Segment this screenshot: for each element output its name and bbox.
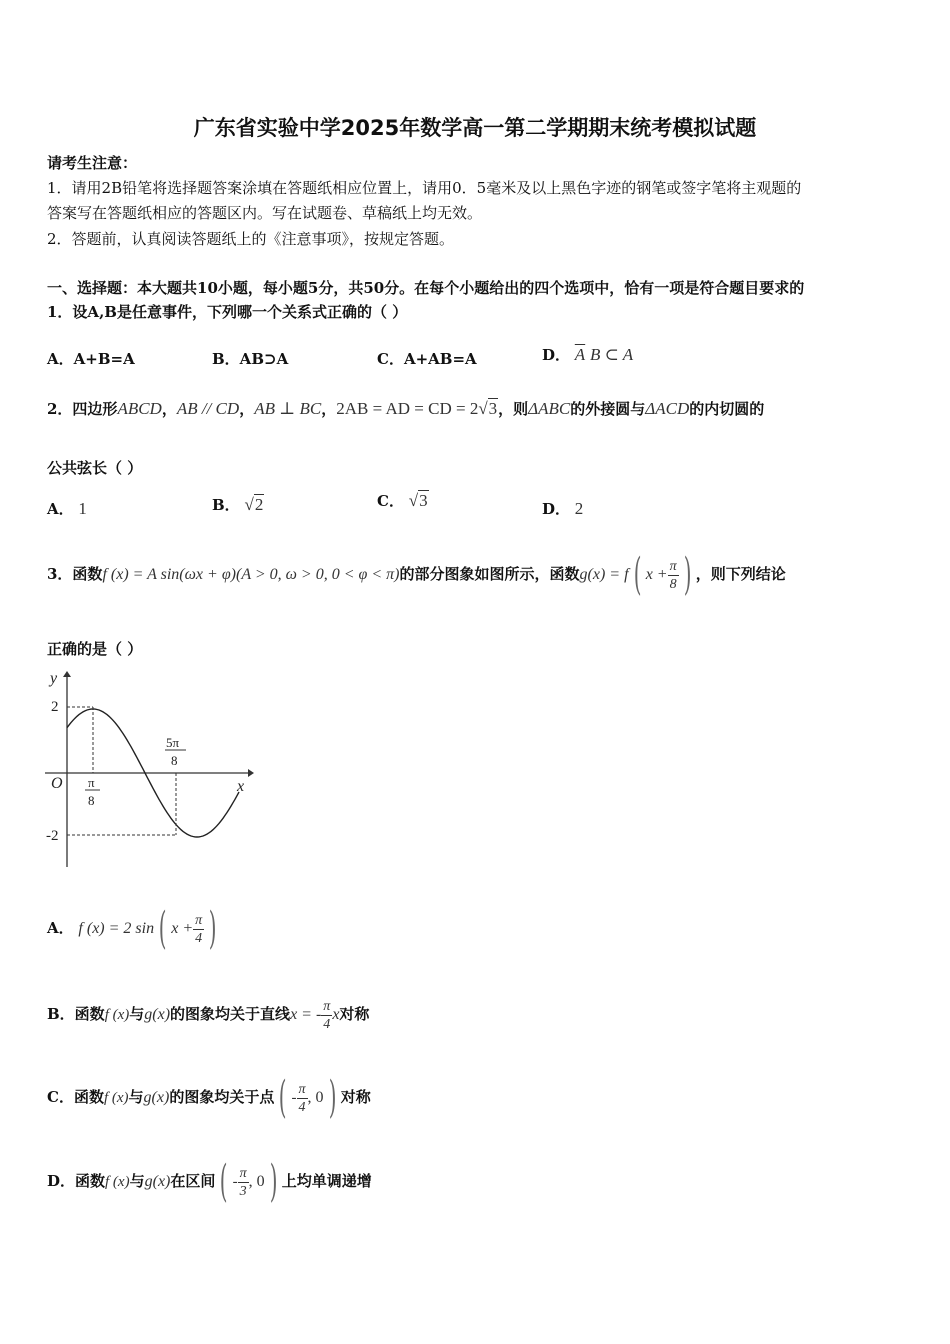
q3-option-b-and: 与 xyxy=(129,1005,145,1023)
q3-g-fraction-num: π xyxy=(669,558,677,574)
sine-graph xyxy=(40,665,260,875)
notice-item2: 2．答题前，认真阅读答题纸上的《注意事项》，按规定答题。 xyxy=(47,230,455,248)
q3-option-c-label: C．函数 xyxy=(47,1088,104,1106)
q2-option-b-sqrt: √2 xyxy=(244,495,264,514)
q3-option-d-g: g(x) xyxy=(144,1173,171,1190)
q3-option-b-text: 的图象均关于直线 xyxy=(170,1005,291,1023)
q3-num: 3．函数 xyxy=(47,565,103,583)
q2-option-b-radicand: 2 xyxy=(254,495,264,514)
q3-option-b-f: f (x) xyxy=(104,1007,130,1023)
q2-tail: 的内切圆的 xyxy=(689,400,765,418)
y-axis-arrow-icon xyxy=(63,671,71,677)
q3-option-c-f: f (x) xyxy=(103,1090,129,1106)
q3-g-x: x + xyxy=(645,566,668,583)
q3-option-c-minus: - xyxy=(291,1090,297,1106)
q2-stem-line2: 公共弦长（ ） xyxy=(47,459,143,477)
section-heading: 一、选择题：本大题共10小题，每小题5分，共50分。在每个小题给出的四个选项中，恰有一项是符合题目要求的 xyxy=(47,279,805,297)
origin-label: O xyxy=(51,775,63,792)
q2-sqrt-radicand: 3 xyxy=(488,399,498,418)
q3-option-a-label: A． xyxy=(47,919,74,937)
x-label: x xyxy=(237,778,245,795)
q2-option-d-label: D． xyxy=(542,500,571,518)
q3-option-d-and: 与 xyxy=(129,1172,145,1190)
q1-option-d-label: D． xyxy=(542,346,571,364)
q3-option-d-end: 上均单调递增 xyxy=(281,1172,372,1190)
q3-mid: 的部分图象如图所示，函数 xyxy=(399,565,580,583)
q3-option-c-paren-left: ( xyxy=(279,1072,287,1123)
q3-option-d-zero: , 0 xyxy=(248,1173,265,1190)
q3-option-c-fraction xyxy=(297,1081,308,1116)
q3-option-a-fraction xyxy=(193,912,204,947)
q2-option-b xyxy=(212,494,264,515)
q2-sqrt: √3 xyxy=(478,399,498,418)
y-label: y xyxy=(50,670,58,687)
q2-triangle2: ΔACD xyxy=(645,399,690,418)
q3-g-paren-left: ( xyxy=(633,549,641,600)
q3-option-b-num: π xyxy=(323,998,331,1014)
q2-option-c-radicand: 3 xyxy=(419,491,428,510)
q1-option-c: C．A+AB=A xyxy=(377,350,477,368)
q3-option-d-fraction xyxy=(238,1165,249,1200)
q3-option-b-den: 4 xyxy=(323,1016,331,1032)
q2-option-d-value: 2 xyxy=(574,499,584,518)
q3-option-c-paren-right: ) xyxy=(328,1072,336,1123)
q2-option-d xyxy=(542,498,583,519)
q3-option-c-end: 对称 xyxy=(340,1088,371,1106)
y-tick-bottom: -2 xyxy=(46,828,59,844)
q3-option-d-f: f (x) xyxy=(105,1174,130,1190)
q3-option-d-paren-left: ( xyxy=(220,1156,228,1207)
q3-option-b-g: g(x) xyxy=(144,1006,171,1023)
notice-heading: 请考生注意： xyxy=(47,154,138,172)
q3-option-a-num: π xyxy=(195,912,203,928)
q2-mid: 的外接圆与 xyxy=(570,400,646,418)
q3-option-b-end: 对称 xyxy=(339,1005,370,1023)
x-tick2-num: 5π xyxy=(166,735,180,750)
q3-g-lhs: g(x) = f xyxy=(579,566,629,583)
q2-triangle1: ΔABC xyxy=(528,399,571,418)
notice-item1-line1: 1．请用2B铅笔将选择题答案涂填在答题纸相应位置上，请用0．5毫米及以上黑色字迹的钢笔或签字笔将主观题的 xyxy=(47,179,802,197)
q3-option-a-den: 4 xyxy=(195,930,203,946)
q2-then: ，则 xyxy=(498,400,529,418)
q3-option-b-x: x xyxy=(332,1006,340,1023)
q3-option-d xyxy=(47,1157,372,1206)
q3-option-c-den: 4 xyxy=(298,1099,306,1115)
q3-option-d-text: 在区间 xyxy=(170,1172,216,1190)
q2-option-b-label: B． xyxy=(212,496,240,514)
q3-option-d-den: 3 xyxy=(239,1183,247,1199)
q1-option-a: A．A+B=A xyxy=(47,350,135,368)
q3-option-b-label: B．函数 xyxy=(47,1005,105,1023)
q2-stem-line1 xyxy=(47,398,764,419)
q3-option-a-x: x + xyxy=(171,920,194,937)
q2-quad: ABCD xyxy=(117,399,162,418)
q3-option-d-label: D．函数 xyxy=(47,1172,106,1190)
q2-option-c-label: C． xyxy=(377,492,404,510)
x-tick1-num: π xyxy=(88,775,95,790)
q2-option-c xyxy=(377,490,429,511)
q2-perp: AB ⊥ BC xyxy=(254,399,322,418)
notice-item1-line2: 答案写在答题纸相应的答题区内。写在试题卷、草稿纸上均无效。 xyxy=(47,204,483,222)
q3-option-c-and: 与 xyxy=(128,1088,144,1106)
q3-option-a-paren-right: ) xyxy=(208,903,217,954)
page-title: 广东省实验中学2025年数学高一第二学期期末统考模拟试题 xyxy=(193,116,757,140)
q2-comma3: ， xyxy=(321,400,337,418)
q3-stem-line1 xyxy=(47,549,786,600)
q3-option-a-paren-left: ( xyxy=(158,903,167,954)
x-tick2-den: 8 xyxy=(171,753,178,768)
q2-comma1: ， xyxy=(161,400,177,418)
q3-option-c-text: 的图象均关于点 xyxy=(169,1088,275,1106)
q1-stem: 1．设A,B是任意事件，下列哪一个关系式正确的（ ） xyxy=(47,303,408,321)
q2-comma2: ， xyxy=(239,400,255,418)
q3-tail: ，则下列结论 xyxy=(695,565,786,583)
q3-option-c-num: π xyxy=(298,1081,306,1097)
q3-option-a xyxy=(47,904,221,953)
q3-option-c xyxy=(47,1073,371,1122)
q3-stem-line2: 正确的是（ ） xyxy=(47,640,143,658)
q1-option-d-rest: B ⊂ A xyxy=(589,345,634,364)
q2-num: 2．四边形 xyxy=(47,400,118,418)
q2-option-c-sqrt: √3 xyxy=(408,491,428,510)
q3-option-d-paren-right: ) xyxy=(269,1156,278,1207)
q3-g-fraction-den: 8 xyxy=(669,576,677,592)
q3-option-b-eq: x = - xyxy=(290,1006,322,1023)
q2-option-a-label: A． xyxy=(47,500,74,518)
x-tick1-den: 8 xyxy=(88,793,95,808)
q2-option-a xyxy=(47,498,87,519)
x-axis-arrow-icon xyxy=(248,769,254,777)
q3-option-c-zero: , 0 xyxy=(307,1089,324,1106)
q3-f-definition: f (x) = A sin(ωx + φ)(A > 0, ω > 0, 0 < φ < π) xyxy=(102,566,400,583)
q3-option-c-g: g(x) xyxy=(143,1089,170,1106)
q3-option-b xyxy=(47,990,369,1039)
q3-g-fraction xyxy=(668,558,679,593)
q2-parallel: AB // CD xyxy=(176,399,240,418)
q1-option-d xyxy=(542,344,633,365)
q3-option-a-func: f (x) = 2 sin xyxy=(78,920,155,937)
q2-option-a-value: 1 xyxy=(78,499,87,518)
q2-equation: 2AB = AD = CD = 2 xyxy=(336,399,479,418)
q1-option-b: B．AB⊃A xyxy=(212,350,289,368)
q1-option-d-bar: $\overline{A}$ xyxy=(574,345,586,364)
y-tick-top: 2 xyxy=(51,699,59,715)
q3-g-paren-right: ) xyxy=(683,549,692,600)
q3-option-b-fraction xyxy=(321,998,332,1033)
q3-option-d-minus: - xyxy=(232,1174,238,1190)
q3-option-d-num: π xyxy=(239,1165,247,1181)
